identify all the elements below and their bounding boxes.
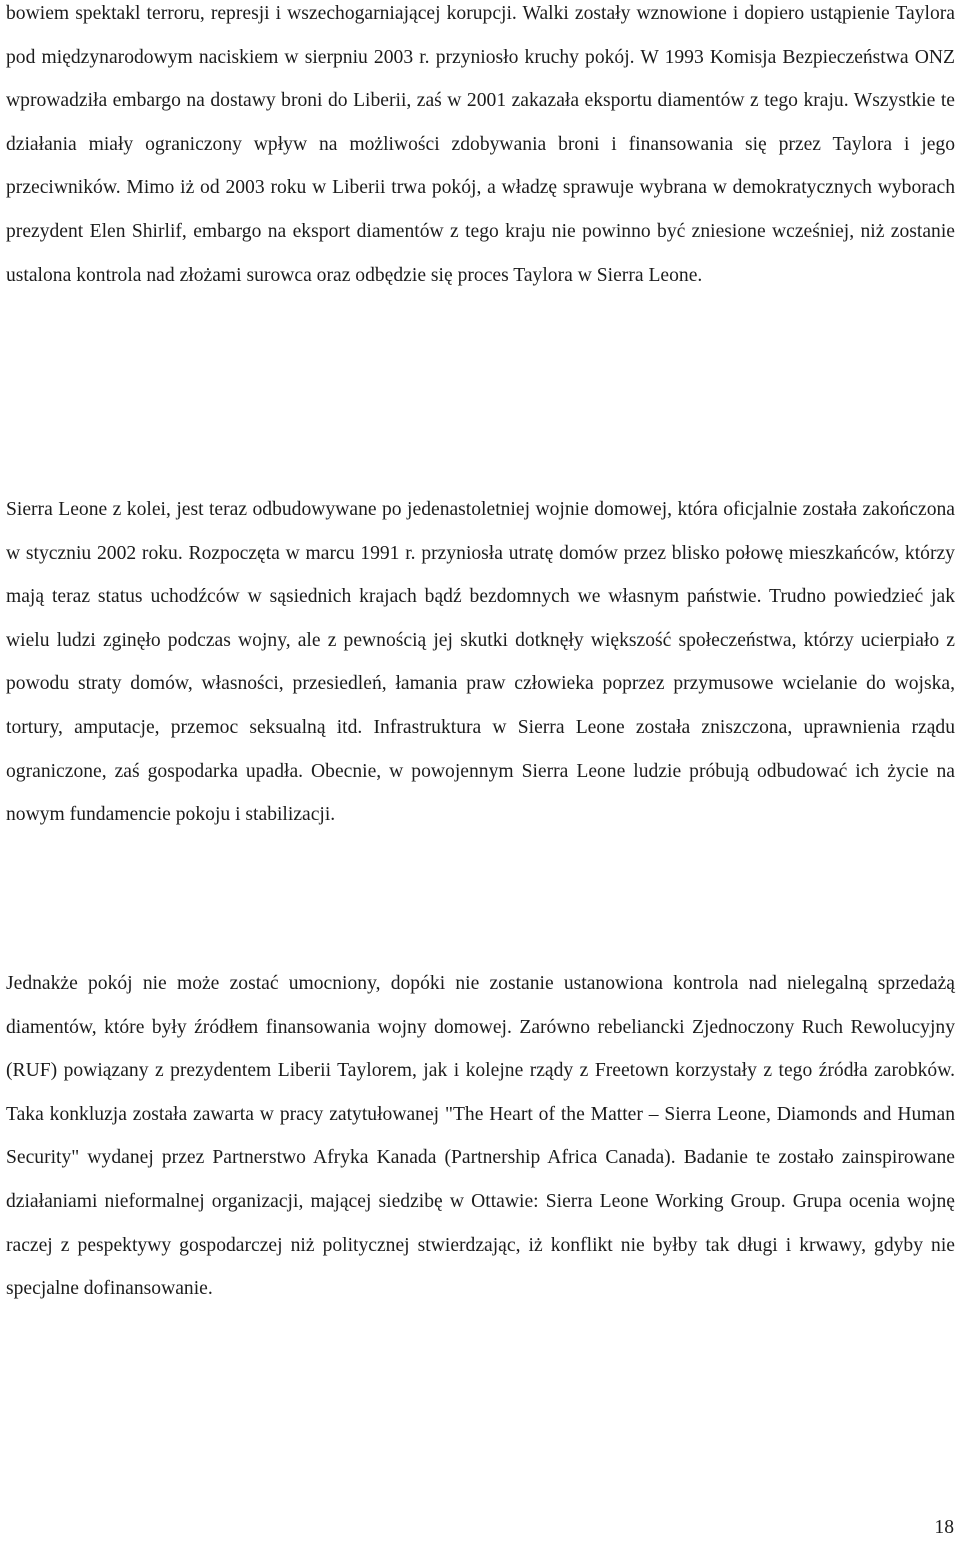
sentence: Infrastruktura w Sierra Leone została zniszczona, uprawnienia rządu ograniczone, zaś gospodarka upadła. (6, 716, 955, 782)
sentence: Badanie te zostało zainspirowane działaniami nieformalnej organizacji, mającej siedzibę w Ottawie: Sierra Leone Working Group. (6, 1147, 955, 1212)
sentence: Wszystkie te działania miały ograniczony wpływ na możliwości zdobywania broni i finansowania się przez Taylora i jego przeciwników. (6, 90, 955, 199)
page-number: 18 (934, 1517, 954, 1538)
sentence: Mimo iż od 2003 roku w Liberii trwa pokój, a władzę sprawuje wybrana w demokratycznych wyborach prezydent Elen Shirlif, embargo na eksport diamentów z tego kraju nie powinno być zniesione wcześniej, niż zostanie ustalona kontrola nad złożami surowca oraz odbędzie się proces Taylora w Sierra Leone. (6, 177, 955, 286)
paragraph-3 (6, 962, 955, 1311)
sentence: Walki zostały wznowione i dopiero ustąpienie Taylora pod międzynarodowym naciskiem w sierpniu 2003 r. przyniosło kruchy pokój. (6, 3, 955, 68)
paragraph-1 (6, 0, 955, 297)
sentence: Sierra Leone z kolei, jest teraz odbudowywane po jedenastoletniej wojnie domowej, która oficjalnie została zakończona w styczniu 2002 roku. (6, 499, 955, 564)
sentence: Zarówno rebeliancki Zjednoczony Ruch Rewolucyjny (RUF) powiązany z prezydentem Liberii Taylorem, jak i kolejne rządy z Freetown korzystały z tego źródła zarobków. (6, 1016, 956, 1082)
sentence: Jednakże pokój nie może zostać umocniony, dopóki nie zostanie ustanowiona kontrola nad nielegalną sprzedażą diamentów, które były źródłem finansowania wojny domowej. (6, 973, 955, 1038)
sentence: Obecnie, w powojennym Sierra Leone ludzie próbują odbudować ich życie na nowym fundamencie pokoju i stabilizacji. (6, 760, 955, 826)
sentence: Taka konkluzja została zawarta w pracy zatytułowanej "The Heart of the Matter – Sierra Leone, Diamonds and Human Security" wydanej przez Partnerstwo Afryka Kanada (Partnership Africa Canada). (6, 1103, 955, 1169)
sentence: bowiem spektakl terroru, represji i wszechogarniającej korupcji. (6, 3, 517, 24)
sentence: W 1993 Komisja Bezpieczeństwa ONZ wprowadziła embargo na dostawy broni do Liberii, zaś w 2001 zakazała eksportu diamentów z tego kraju. (6, 46, 955, 112)
paragraph-2 (6, 488, 955, 837)
sentence: Trudno powiedzieć jak wielu ludzi zginęło podczas wojny, ale z pewnością jej skutki dotknęły większość społeczeństwa, którzy ucierpiało z powodu straty domów, własności, przesiedleń, łamania praw człowieka poprzez przymusowe wcielanie do wojska, tortury, amputacje, przemoc seksualną itd. (6, 586, 955, 738)
sentence: Rozpoczęta w marcu 1991 r. przyniosła utratę domów przez blisko połowę mieszkańców, którzy mają teraz status uchodźców w sąsiednich krajach bądź bezdomnych we własnym państwie. (6, 542, 955, 608)
sentence: Grupa ocenia wojnę raczej z pespektywy gospodarczej niż politycznej stwierdzając, iż konflikt nie byłby tak długi i krwawy, gdyby nie specjalne dofinansowanie. (6, 1190, 955, 1300)
